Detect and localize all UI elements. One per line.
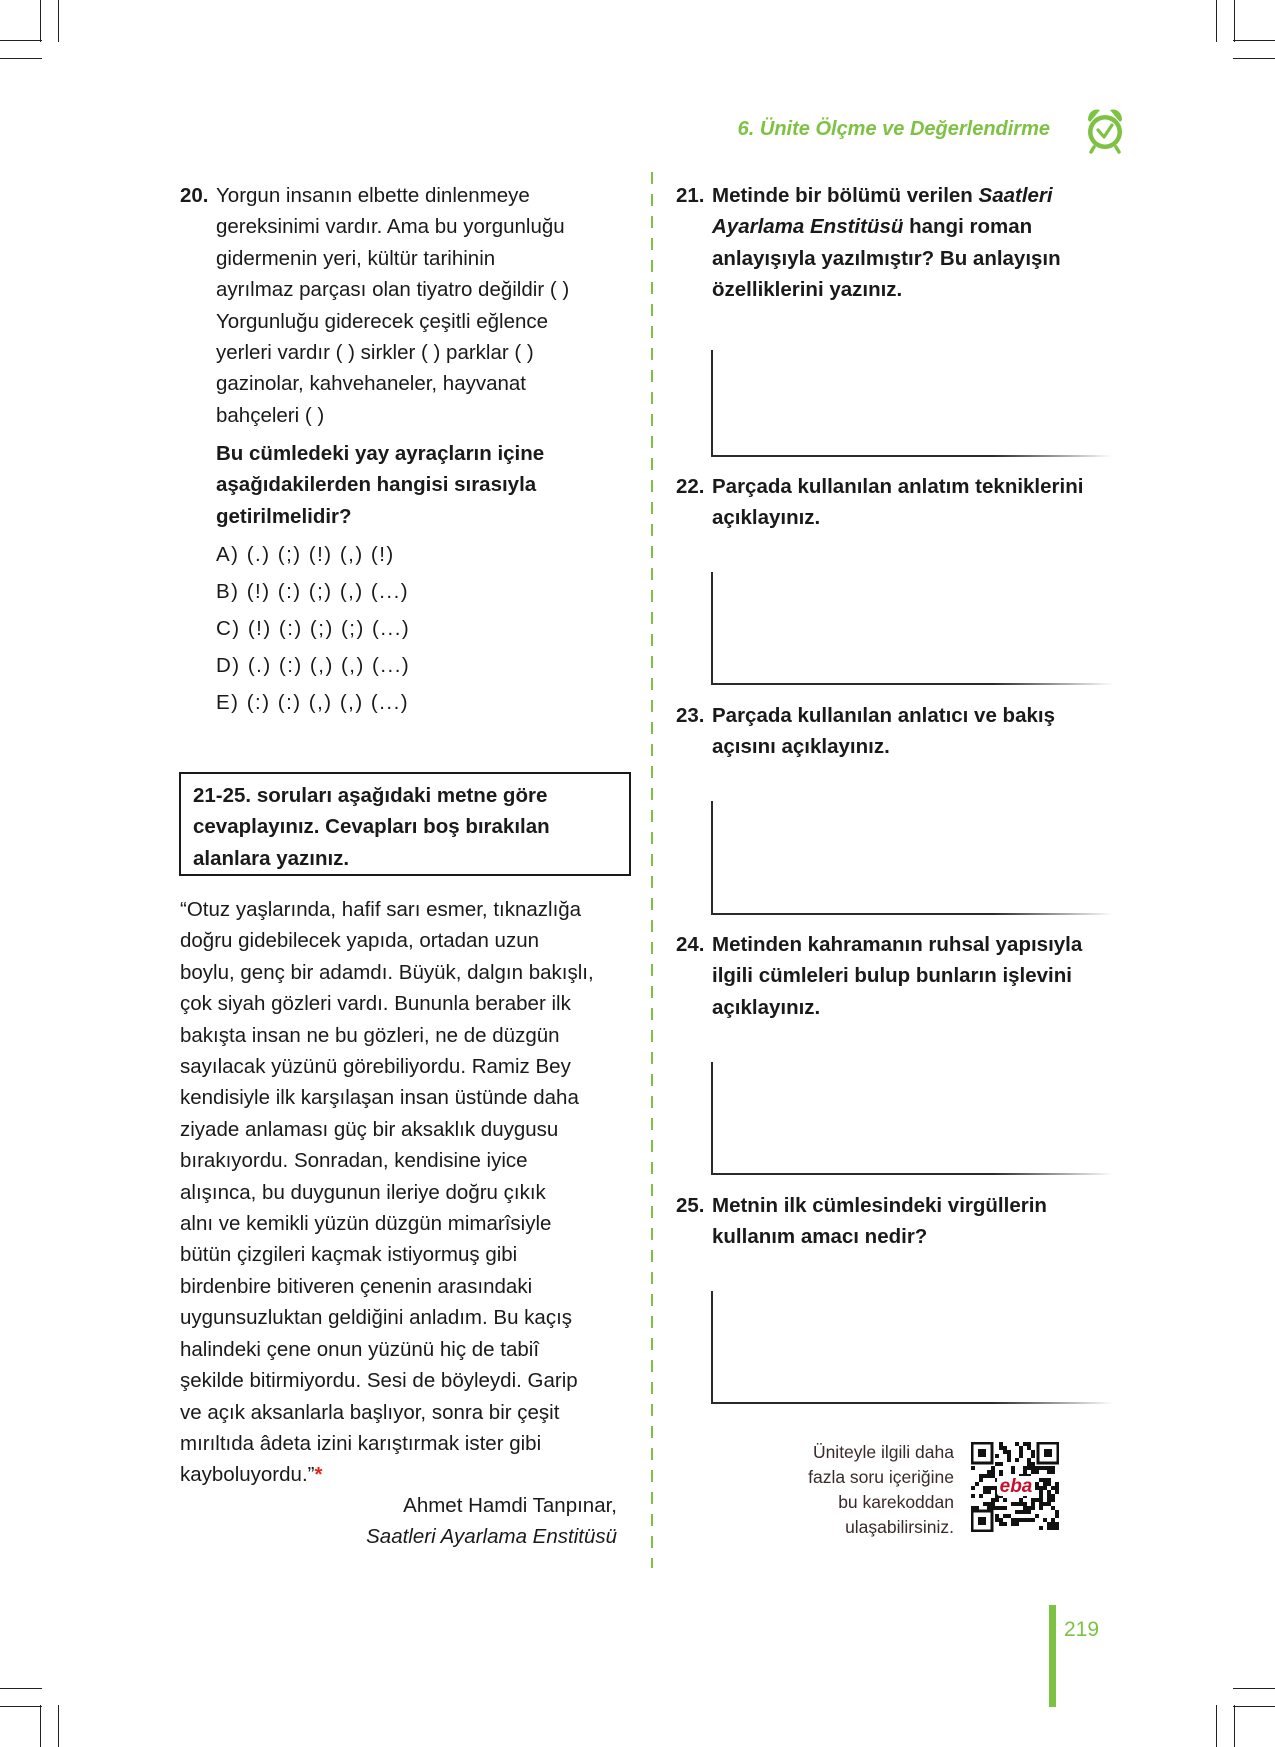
question-text xyxy=(712,180,1122,306)
stem-line: gereksinimi vardır. Ama bu yorgunluğu xyxy=(216,215,565,239)
question-text xyxy=(712,471,1122,534)
passage-line: kendisiyle ilk karşılaşan insan üstünde daha xyxy=(180,1086,579,1110)
passage-line: ziyade anlaması güç bir aksaklık duygusu xyxy=(180,1117,559,1141)
passage-line: ve açık aksanlarla başlıyor, sonra bir çeşit xyxy=(180,1400,560,1424)
passage-line: boylu, genç bir adamdı. Büyük, dalgın bakışlı, xyxy=(180,960,594,984)
question-line: Metnin ilk cümlesindeki virgüllerin xyxy=(712,1194,1047,1217)
question-line: Parçada kullanılan anlatım tekniklerini xyxy=(712,475,1084,498)
stem-line: yerleri vardır ( ) sirkler ( ) parklar ( ) xyxy=(216,341,534,365)
passage-line: şekilde bitirmiyordu. Sesi de böyleydi. Garip xyxy=(180,1369,578,1393)
answer-area-25[interactable] xyxy=(711,1291,1111,1404)
footnote-asterisk: * xyxy=(314,1463,323,1487)
qr-caption-line: Üniteyle ilgili daha xyxy=(812,1442,954,1462)
option-a[interactable]: A) (.) (;) (!) (,) (!) xyxy=(216,543,395,566)
option-e[interactable]: E) (:) (:) (,) (,) (...) xyxy=(216,691,410,714)
option-d[interactable]: D) (.) (:) (,) (,) (...) xyxy=(216,654,411,677)
question-text xyxy=(712,929,1122,1023)
question-text xyxy=(712,700,1122,763)
question-number: 25. xyxy=(676,1194,705,1217)
stem-line: Yorgun insanın elbette dinlenmeye xyxy=(216,184,530,207)
author-name: Ahmet Hamdi Tanpınar, xyxy=(403,1494,617,1517)
prompt-line: aşağıdakilerden hangisi sırasıyla xyxy=(216,473,537,497)
question-number: 22. xyxy=(676,475,705,498)
question-line: açıklayınız. xyxy=(712,506,821,530)
passage-line: alışınca, bu duygunun ileriye doğru çıkık xyxy=(180,1180,546,1204)
answer-area-22[interactable] xyxy=(711,572,1111,685)
question-text xyxy=(712,1190,1122,1253)
work-title: Saatleri Ayarlama Enstitüsü xyxy=(366,1525,617,1549)
question-line: ilgili cümleleri bulup bunların işlevini xyxy=(712,964,1072,988)
question-number: 21. xyxy=(676,184,705,207)
question-stem xyxy=(216,180,626,431)
question-line: kullanım amacı nedir? xyxy=(712,1225,928,1249)
qr-caption-line: bu karekoddan xyxy=(838,1492,954,1512)
answer-options xyxy=(216,536,516,721)
eba-logo: eba xyxy=(999,1476,1033,1497)
passage-line: sayılacak yüzünü görebiliyordu. Ramiz Bey xyxy=(180,1055,571,1079)
passage-line: halindeki çene onun yüzünü hiç de tabiî xyxy=(180,1337,540,1361)
passage-line: çok siyah gözleri vardı. Bununla beraber ilk xyxy=(180,992,571,1016)
question-line: anlayışıyla yazılmıştır? Bu anlayışın xyxy=(712,246,1061,270)
option-c[interactable]: C) (!) (:) (;) (;) (...) xyxy=(216,617,411,640)
instruction-line: cevaplayınız. Cevapları boş bırakılan xyxy=(193,815,550,839)
stem-line: Yorgunluğu giderecek çeşitli eğlence xyxy=(216,309,549,333)
question-number: 23. xyxy=(676,704,705,727)
passage-line: birdenbire bitiveren çenenin arasındaki xyxy=(180,1274,533,1298)
question-line: Parçada kullanılan anlatıcı ve bakış xyxy=(712,704,1055,727)
qr-caption-line: fazla soru içeriğine xyxy=(808,1467,954,1487)
option-b[interactable]: B) (!) (:) (;) (,) (...) xyxy=(216,580,410,603)
stem-line: ayrılmaz parçası olan tiyatro değildir ( ) xyxy=(216,278,570,302)
stem-line: gidermenin yeri, kültür tarihinin xyxy=(216,246,496,270)
passage-line: mırıltıda âdeta izini karıştırmak ister gibi xyxy=(180,1431,542,1455)
qr-caption-line: ulaşabilirsiniz. xyxy=(845,1517,954,1537)
answer-area-23[interactable] xyxy=(711,801,1111,915)
question-prompt xyxy=(216,438,626,532)
column-divider xyxy=(651,172,653,1568)
question-line: özelliklerini yazınız. xyxy=(712,278,903,302)
question-line: açısını açıklayınız. xyxy=(712,735,890,759)
answer-area-24[interactable] xyxy=(711,1062,1111,1175)
answer-area-21[interactable] xyxy=(711,350,1111,457)
instruction-line: 21-25. soruları aşağıdaki metne göre xyxy=(193,784,548,807)
page-bar xyxy=(1049,1605,1056,1707)
passage-line: kayboluyordu.” xyxy=(180,1463,315,1487)
passage-line: uygunsuzluktan geldiğini anladım. Bu kaçış xyxy=(180,1306,573,1330)
prompt-line: getirilmelidir? xyxy=(216,504,352,528)
unit-title: 6. Ünite Ölçme ve Değerlendirme xyxy=(737,118,1050,140)
passage-line: doğru gidebilecek yapıda, ortadan uzun xyxy=(180,929,540,953)
qr-caption xyxy=(750,1440,954,1540)
instruction-line: alanlara yazınız. xyxy=(193,846,350,870)
stem-line: bahçeleri ( ) xyxy=(216,403,325,427)
question-line: Metinden kahramanın ruhsal yapısıyla xyxy=(712,933,1083,956)
passage-last-line xyxy=(180,1459,620,1490)
prompt-line: Bu cümledeki yay ayraçların içine xyxy=(216,442,545,465)
stem-line: gazinolar, kahvehaneler, hayvanat xyxy=(216,372,527,396)
question-number: 24. xyxy=(676,933,705,956)
passage-line: “Otuz yaşlarında, hafif sarı esmer, tıknazlığa xyxy=(180,898,582,921)
passage-line: alnı ve kemikli yüzün düzgün mimarîsiyle xyxy=(180,1212,552,1236)
qr-code-icon[interactable] xyxy=(971,1442,1059,1532)
question-line: Metinde bir bölümü verilen Saatleri xyxy=(712,184,1053,207)
attribution xyxy=(300,1490,617,1553)
passage-line: bütün çizgileri kaçmak istiyormuş gibi xyxy=(180,1243,518,1267)
instruction-box xyxy=(179,772,631,876)
question-line: Ayarlama Enstitüsü hangi roman xyxy=(712,215,1033,239)
reading-passage xyxy=(180,894,620,1491)
question-number: 20. xyxy=(180,184,209,207)
passage-line: bırakıyordu. Sonradan, kendisine iyice xyxy=(180,1149,528,1173)
passage-line: bakışta insan ne bu gözleri, ne de düzgün xyxy=(180,1023,560,1047)
page-number: 219 xyxy=(1064,1618,1100,1641)
question-line: açıklayınız. xyxy=(712,995,821,1019)
alarm-clock-icon xyxy=(1082,106,1128,154)
